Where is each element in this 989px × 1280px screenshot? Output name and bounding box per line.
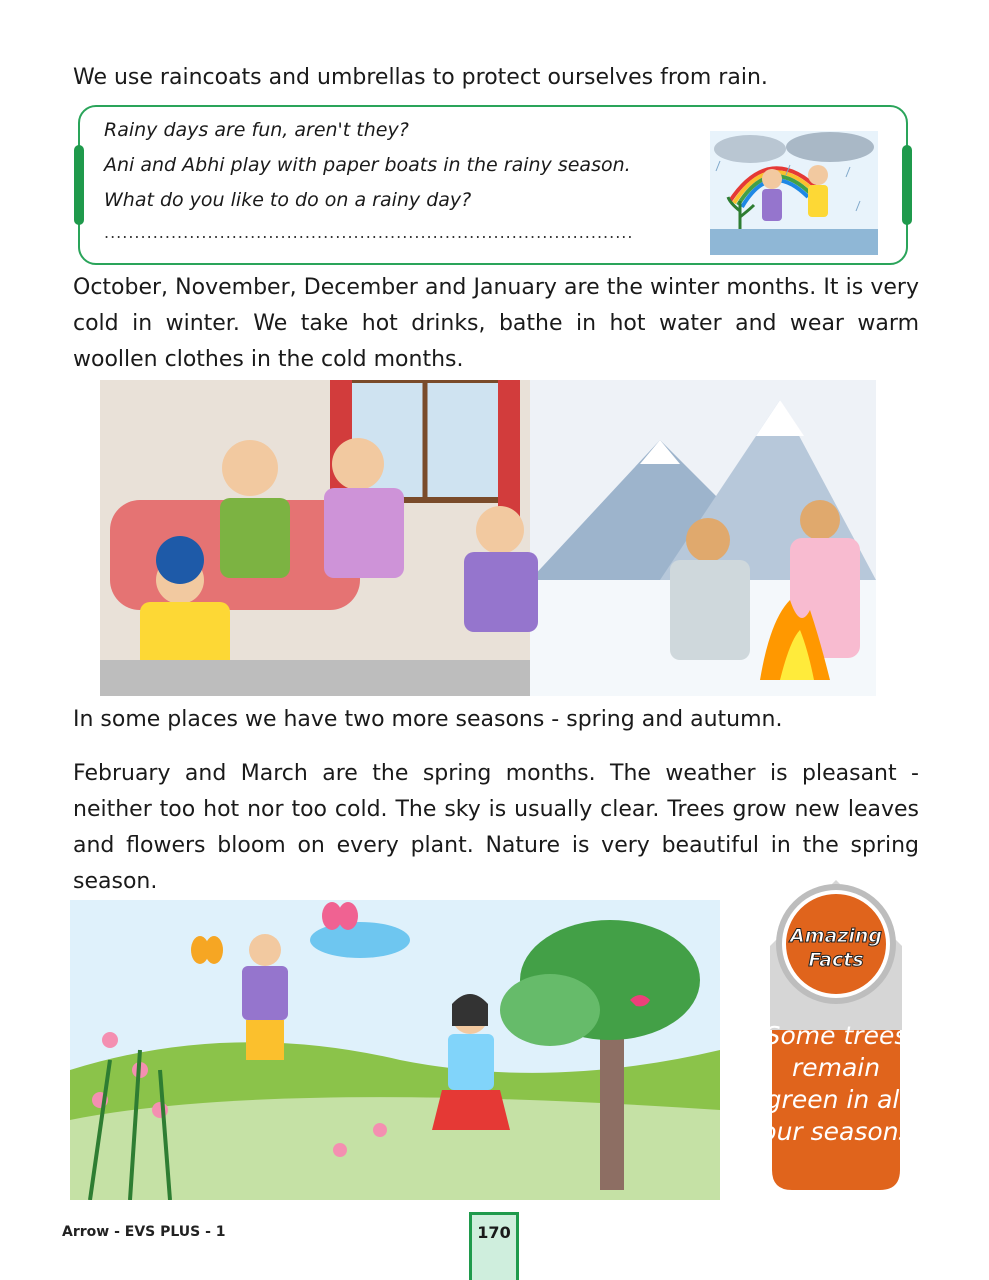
- page-number-tab: [469, 1212, 519, 1280]
- answer-line[interactable]: .......................................................................................: [104, 223, 634, 242]
- note-left-bar: [74, 145, 84, 225]
- facts-title: [784, 924, 888, 972]
- page-number: 170: [477, 1223, 511, 1242]
- note-right-bar: [902, 145, 912, 225]
- spring-illustration: [70, 900, 720, 1200]
- note-line-3: What do you like to do on a rainy day?: [104, 189, 472, 211]
- winter-text: October, November, December and January are the winter months. It is very cold in winter. We take hot drinks, bathe in hot water and wear warm woollen clothes in the cold months.: [73, 275, 919, 372]
- rainy-day-illustration: [710, 131, 878, 255]
- seasons-intro-text: In some places we have two more seasons - spring and autumn.: [73, 707, 783, 732]
- facts-text: Some trees remain green in all four seasons.: [752, 1021, 920, 1146]
- book-title-footer: Arrow - EVS PLUS - 1: [62, 1224, 226, 1240]
- winter-illustration: [100, 380, 876, 696]
- note-line-1: Rainy days are fun, aren't they?: [104, 119, 409, 141]
- facts-title-line-2: Facts: [808, 949, 864, 971]
- spring-text: February and March are the spring months. The weather is pleasant - neither too hot nor too cold. The sky is usually clear. Trees grow new leaves and flowers bloom on every plant. Nature is very beautiful in the spring season.: [73, 761, 919, 894]
- intro-text: We use raincoats and umbrellas to protect ourselves from rain.: [73, 65, 768, 90]
- note-lines: [104, 113, 704, 248]
- rainy-day-note-box: [78, 105, 908, 265]
- facts-title-line-1: Amazing: [789, 925, 883, 947]
- note-line-2: Ani and Abhi play with paper boats in the rainy season.: [104, 154, 631, 176]
